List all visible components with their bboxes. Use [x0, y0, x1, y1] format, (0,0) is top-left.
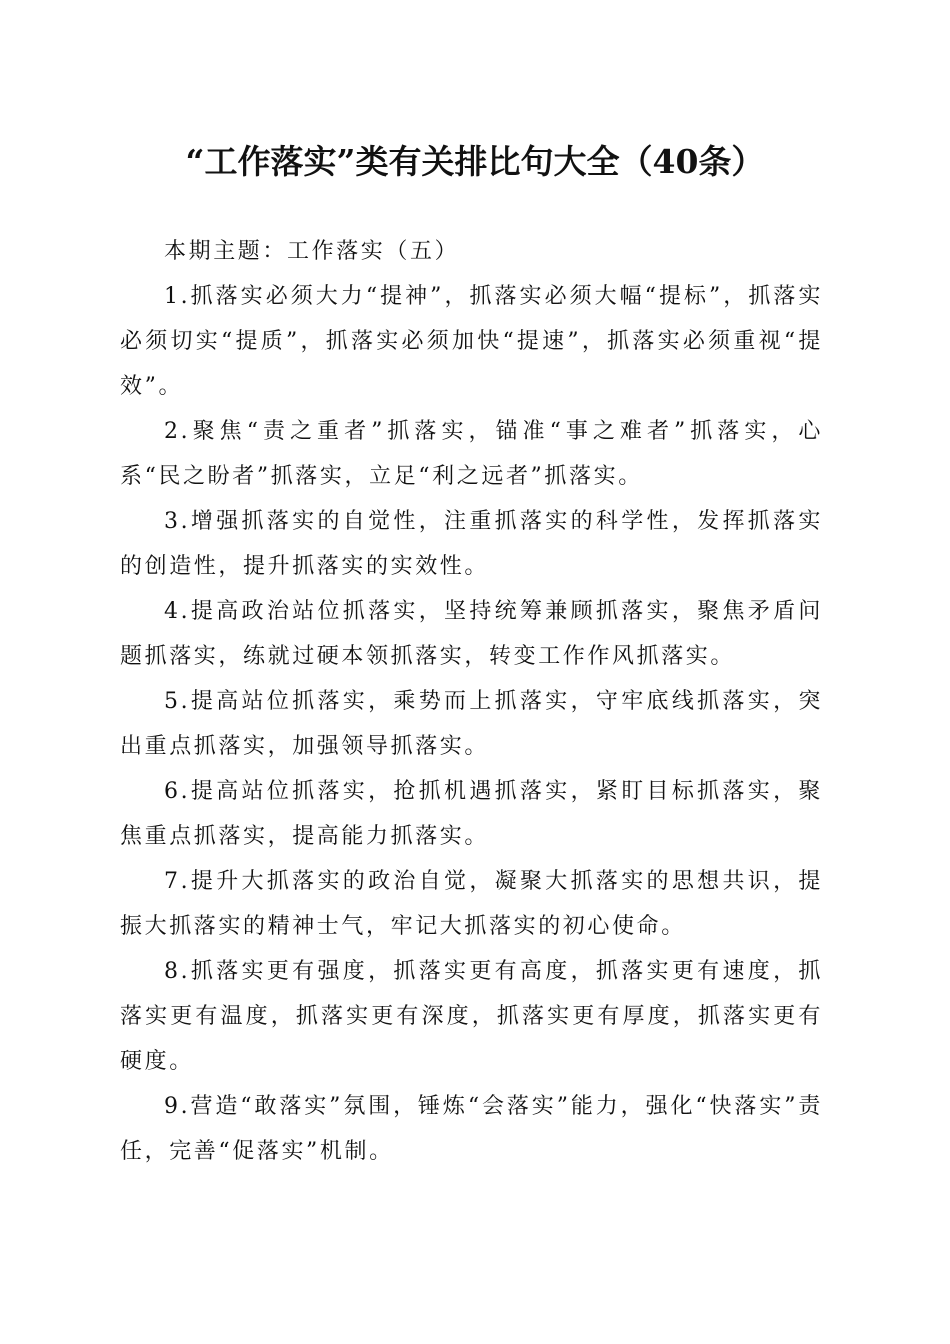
paragraph-3: 3.增强抓落实的自觉性，注重抓落实的科学性，发挥抓落实的创造性，提升抓落实的实效性。	[120, 509, 823, 579]
paragraph-5: 5.提高站位抓落实，乘势而上抓落实，守牢底线抓落实，突出重点抓落实，加强领导抓落实。	[120, 689, 823, 759]
document-body	[120, 229, 823, 1174]
document-title: “工作落实”类有关排比句大全（40条）	[185, 142, 765, 181]
document-subtitle: 本期主题：工作落实（五）	[164, 239, 460, 264]
paragraph-1: 1.抓落实必须大力“提神”，抓落实必须大幅“提标”，抓落实必须切实“提质”，抓落实必须加快“提速”，抓落实必须重视“提效”。	[120, 284, 823, 399]
paragraph-4: 4.提高政治站位抓落实，坚持统筹兼顾抓落实，聚焦矛盾问题抓落实，练就过硬本领抓落实，转变工作作风抓落实。	[120, 599, 823, 669]
paragraph-9: 9.营造“敢落实”氛围，锤炼“会落实”能力，强化“快落实”责任，完善“促落实”机制。	[120, 1094, 823, 1164]
paragraph-6: 6.提高站位抓落实，抢抓机遇抓落实，紧盯目标抓落实，聚焦重点抓落实，提高能力抓落实。	[120, 779, 823, 849]
paragraph-2: 2.聚焦“责之重者”抓落实，锚准“事之难者”抓落实，心系“民之盼者”抓落实，立足“利之远者”抓落实。	[120, 419, 823, 489]
paragraph-7: 7.提升大抓落实的政治自觉，凝聚大抓落实的思想共识，提振大抓落实的精神士气，牢记大抓落实的初心使命。	[120, 869, 823, 939]
paragraph-8: 8.抓落实更有强度，抓落实更有高度，抓落实更有速度，抓落实更有温度，抓落实更有深度，抓落实更有厚度，抓落实更有硬度。	[120, 959, 823, 1074]
